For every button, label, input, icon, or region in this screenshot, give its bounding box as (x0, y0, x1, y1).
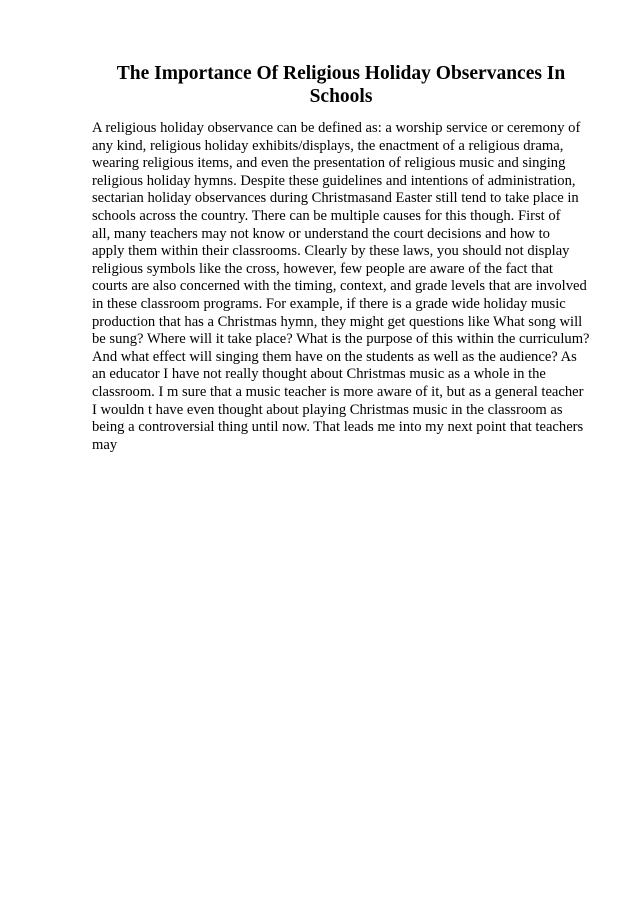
body-line: all, many teachers may not know or understand the court decisions and how to (92, 225, 550, 242)
body-line: production that has a Christmas hymn, they might get questions like What song will (92, 313, 583, 330)
title-line-2: Schools (309, 86, 373, 107)
body-line: schools across the country. There can be multiple causes for this though. First of (92, 207, 561, 224)
body-line: A religious holiday observance can be defined as: a worship service or ceremony of (92, 120, 581, 136)
body-line: being a controversial thing until now. That leads me into my next point that teachers (92, 419, 584, 436)
body-line: religious symbols like the cross, however, few people are aware of the fact that (92, 260, 553, 277)
body-line: sectarian holiday observances during Christmasand Easter still tend to take place in (92, 190, 579, 207)
body-line: And what effect will singing them have on the students as well as the audience? As (92, 348, 577, 365)
body-line: religious holiday hymns. Despite these guidelines and intentions of administration, (92, 172, 576, 189)
document-title (92, 62, 590, 108)
body-line: wearing religious items, and even the presentation of religious music and singing (92, 155, 566, 172)
body-line: classroom. I m sure that a music teacher is more aware of it, but as a general teacher (92, 383, 584, 400)
body-line: may (92, 436, 118, 453)
body-line: in these classroom programs. For example, if there is a grade wide holiday music (92, 295, 566, 312)
body-paragraph (92, 120, 612, 454)
title-line-1: The Importance Of Religious Holiday Observances In (116, 63, 566, 84)
body-line: I wouldn t have even thought about playing Christmas music in the classroom as (92, 401, 563, 418)
body-line: an educator I have not really thought about Christmas music as a whole in the (92, 366, 546, 383)
body-line: apply them within their classrooms. Clearly by these laws, you should not display (92, 243, 570, 260)
body-line: courts are also concerned with the timing, context, and grade levels that are involved (92, 278, 587, 295)
body-line: any kind, religious holiday exhibits/displays, the enactment of a religious drama, (92, 137, 564, 154)
body-line: be sung? Where will it take place? What is the purpose of this within the curriculum? (92, 331, 590, 348)
